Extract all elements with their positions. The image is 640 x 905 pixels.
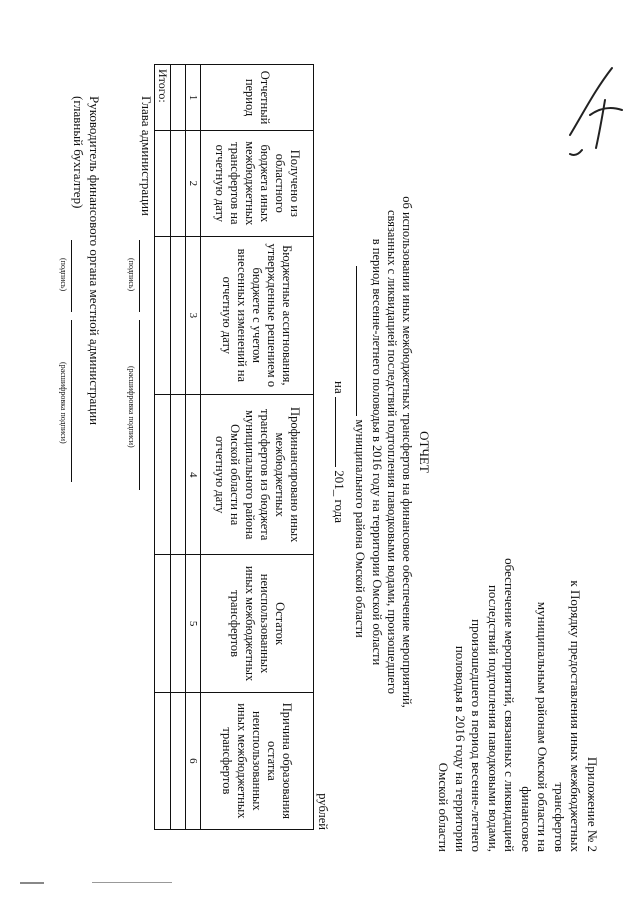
finance-signature-label: Руководитель финансового органа местной администрации — [87, 96, 102, 426]
column-number: 6 — [186, 692, 201, 829]
table-cell — [155, 395, 171, 555]
currency-unit: рублей — [316, 793, 330, 830]
table-cell — [155, 555, 171, 692]
subtitle-line: об использовании иных межбюджетных трансфертов на финансовое обеспечение мероприятий, — [400, 196, 414, 708]
header-appropriations: Бюджетные ассигнования, утвержденные решением о бюджете с учетом внесенных изменений на отчетную дату — [201, 236, 314, 394]
scan-mark — [92, 882, 172, 883]
appendix-line: муниципальным районам Омской области на финансовое — [519, 601, 551, 852]
appendix-line: произошедшего в период весенне-летнего — [469, 619, 485, 852]
appendix-line: Омской области — [436, 762, 452, 852]
header-remainder: Остаток неиспользованных иных межбюджетных трансфертов — [201, 555, 314, 692]
head-sign-line — [139, 240, 140, 312]
date-year: 201_ года — [332, 470, 347, 523]
finance-decode-caption: (расшифровка подписи) — [59, 362, 68, 444]
subtitle-line: связанных с ликвидацией последствий подтопления паводковыми водами, произошедшего — [385, 209, 399, 695]
column-number: 1 — [186, 65, 201, 131]
header-financed: Профинансировано иных межбюджетных трансфертов из бюджета муниципального района Омской области на отчетную дату — [201, 395, 314, 555]
column-number: 2 — [186, 131, 201, 237]
appendix-line: обеспечение мероприятий, связанных с ликвидацией — [502, 558, 518, 852]
appendix-line: половодья в 2016 году на территории — [453, 645, 468, 852]
subtitle-line-4: муниципального района Омской области — [353, 419, 367, 638]
column-number: 5 — [186, 555, 201, 692]
date-prefix: на — [332, 380, 347, 394]
total-label: Итого: — [155, 65, 171, 131]
head-decode-caption: (расшифровка подписи) — [127, 366, 136, 448]
appendix-line: Приложение № 2 — [585, 756, 600, 852]
rotated-sheet — [30, 22, 610, 882]
table-cell — [155, 131, 171, 237]
date-blank — [335, 397, 348, 467]
finance-decode-line — [71, 320, 72, 482]
table-cell — [171, 395, 186, 555]
handwritten-signature-mark — [560, 60, 630, 160]
appendix-line: последствий подтопления паводковыми водами, — [486, 584, 501, 852]
finance-signature-sublabel: (главный бухгалтер) — [71, 96, 86, 209]
header-received: Получено из областного бюджета иных межбюджетных трансфертов на отчетную дату — [201, 131, 314, 237]
table-cell — [171, 236, 186, 394]
appendix-line: к Порядку предоставления иных межбюджетных трансфертов — [552, 580, 584, 852]
report-date-line — [331, 22, 348, 882]
head-signature-label: Глава администрации — [139, 96, 154, 217]
column-number: 4 — [186, 395, 201, 555]
table-cell — [171, 131, 186, 237]
table-cell — [171, 692, 186, 829]
column-number: 3 — [186, 236, 201, 394]
appendix-block — [435, 552, 600, 852]
header-reason: Причина образования остатка неиспользованных иных межбюджетных трансфертов — [201, 692, 314, 829]
table-cell — [171, 65, 186, 131]
head-sign-caption: (подпись) — [127, 258, 136, 292]
finance-sign-caption: (подпись) — [59, 258, 68, 292]
table-cell — [155, 236, 171, 394]
head-decode-line — [139, 320, 140, 490]
district-blank — [356, 266, 369, 416]
report-table — [154, 64, 314, 830]
report-subtitle — [352, 62, 414, 842]
report-title: ОТЧЕТ — [417, 431, 432, 473]
table-cell — [171, 555, 186, 692]
table-cell — [155, 692, 171, 829]
scan-mark — [20, 882, 44, 884]
finance-sign-line — [71, 240, 72, 312]
subtitle-line — [352, 62, 369, 842]
header-period: Отчетный период — [201, 65, 314, 131]
subtitle-line: в период весенне-летнего половодья в 2016 году на территории Омской области — [370, 238, 384, 666]
